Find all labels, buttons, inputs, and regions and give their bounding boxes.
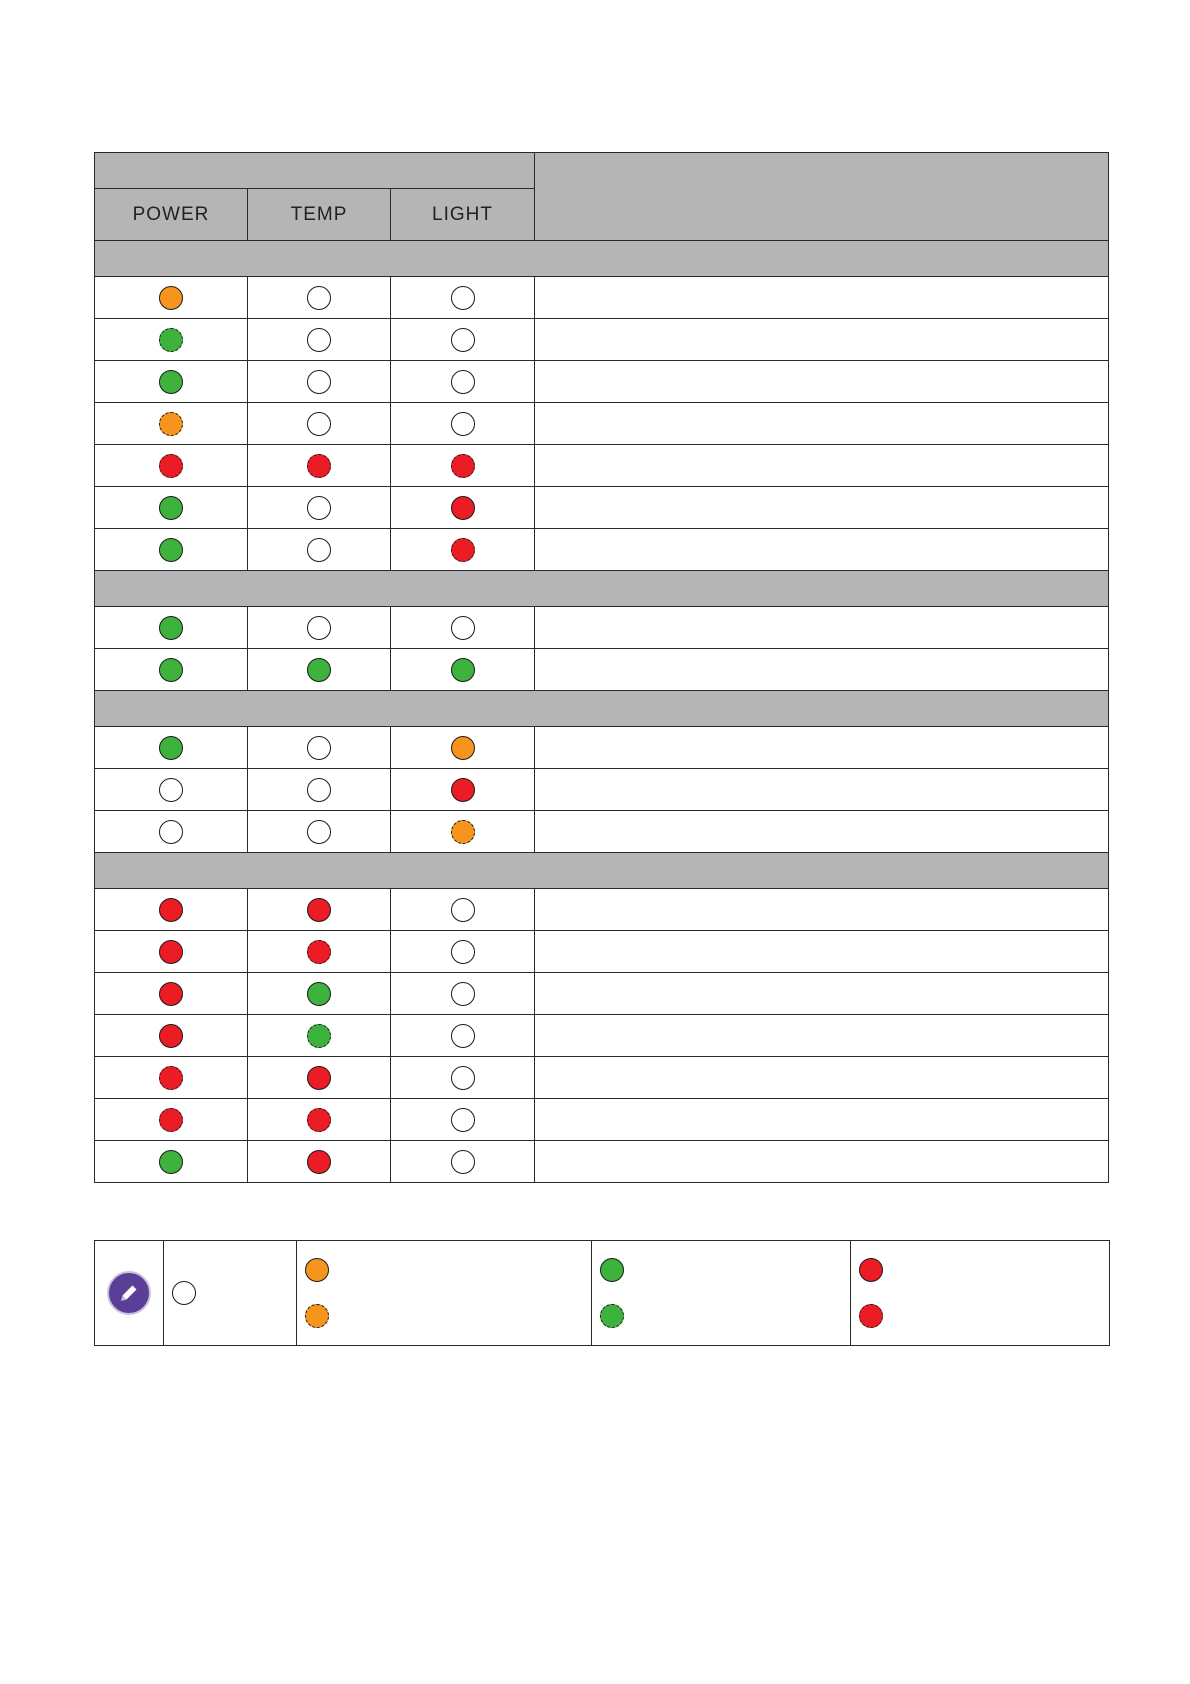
temp-cell [248, 973, 391, 1015]
section-header [95, 853, 1109, 889]
description-cell [535, 487, 1109, 529]
light-led-off [451, 328, 475, 352]
light-led-off [451, 1108, 475, 1132]
temp-cell [248, 649, 391, 691]
table-row [95, 769, 1109, 811]
description-cell [535, 277, 1109, 319]
table-row [95, 889, 1109, 931]
table-row [95, 1015, 1109, 1057]
power-cell [95, 529, 248, 571]
description-cell [535, 931, 1109, 973]
indicator-table [94, 152, 1109, 1183]
light-cell [391, 889, 535, 931]
table-row [95, 931, 1109, 973]
light-led-orange-flash [451, 820, 475, 844]
light-led-off [451, 286, 475, 310]
table-row [95, 361, 1109, 403]
table-row [95, 403, 1109, 445]
power-led-red [159, 940, 183, 964]
temp-led-green [307, 658, 331, 682]
power-cell [95, 1015, 248, 1057]
temp-led-green-flash [307, 1024, 331, 1048]
legend-led-red [859, 1258, 883, 1282]
power-led-red [159, 898, 183, 922]
temp-led-off [307, 820, 331, 844]
light-led-red [451, 496, 475, 520]
power-cell [95, 1057, 248, 1099]
power-led-green [159, 496, 183, 520]
power-led-green [159, 538, 183, 562]
legend-led-off [172, 1281, 196, 1305]
light-cell [391, 769, 535, 811]
light-led-off [451, 412, 475, 436]
table-row [95, 1057, 1109, 1099]
temp-led-off [307, 538, 331, 562]
indicator-group-header [95, 153, 535, 189]
light-cell [391, 403, 535, 445]
temp-led-red [307, 1150, 331, 1174]
power-cell [95, 769, 248, 811]
table-row [95, 529, 1109, 571]
power-led-off [159, 778, 183, 802]
table-row [95, 277, 1109, 319]
light-led-off [451, 898, 475, 922]
description-cell [535, 1141, 1109, 1183]
light-cell [391, 445, 535, 487]
description-cell [535, 361, 1109, 403]
light-led-off [451, 370, 475, 394]
table-row [95, 973, 1109, 1015]
light-cell [391, 931, 535, 973]
section-header-row [95, 571, 1109, 607]
temp-led-red [307, 898, 331, 922]
light-led-green [451, 658, 475, 682]
table-row [95, 319, 1109, 361]
light-cell [391, 649, 535, 691]
light-cell [391, 811, 535, 853]
power-cell [95, 277, 248, 319]
power-led-green [159, 736, 183, 760]
legend-led-red-flash [859, 1304, 883, 1328]
description-cell [535, 1015, 1109, 1057]
power-led-green [159, 370, 183, 394]
power-led-green-flash [159, 328, 183, 352]
power-led-green [159, 1150, 183, 1174]
light-led-red-flash [451, 538, 475, 562]
description-cell [535, 319, 1109, 361]
temp-led-off [307, 370, 331, 394]
table-row [95, 1099, 1109, 1141]
light-cell [391, 1141, 535, 1183]
power-cell [95, 403, 248, 445]
temp-led-off [307, 736, 331, 760]
temp-cell [248, 529, 391, 571]
temp-led-green [307, 982, 331, 1006]
section-header [95, 691, 1109, 727]
power-cell [95, 973, 248, 1015]
power-cell [95, 889, 248, 931]
power-led-orange-flash [159, 412, 183, 436]
light-cell [391, 1015, 535, 1057]
power-led-red-flash [159, 1108, 183, 1132]
light-cell [391, 487, 535, 529]
description-cell [535, 445, 1109, 487]
description-cell [535, 811, 1109, 853]
light-led-red-flash [451, 454, 475, 478]
temp-cell [248, 445, 391, 487]
table-body [95, 241, 1109, 1183]
temp-led-red [307, 1066, 331, 1090]
legend-green [592, 1241, 851, 1346]
temp-led-off [307, 616, 331, 640]
power-led-red-flash [159, 454, 183, 478]
light-cell [391, 1099, 535, 1141]
description-cell [535, 529, 1109, 571]
legend-off [164, 1241, 297, 1346]
table-row [95, 1141, 1109, 1183]
power-cell [95, 811, 248, 853]
light-led-off [451, 616, 475, 640]
temp-cell [248, 487, 391, 529]
temp-led-red-flash [307, 1108, 331, 1132]
temp-led-off [307, 778, 331, 802]
power-led-red-flash [159, 1066, 183, 1090]
note-icon-cell [95, 1241, 164, 1346]
temp-cell [248, 1057, 391, 1099]
description-cell [535, 973, 1109, 1015]
legend-red [851, 1241, 1110, 1346]
legend-led-green [600, 1258, 624, 1282]
temp-led-off [307, 328, 331, 352]
section-header [95, 241, 1109, 277]
temp-cell [248, 889, 391, 931]
table-row [95, 445, 1109, 487]
light-cell [391, 319, 535, 361]
section-header-row [95, 691, 1109, 727]
light-led-orange [451, 736, 475, 760]
description-cell [535, 769, 1109, 811]
column-header-light: LIGHT [391, 189, 535, 241]
temp-cell [248, 361, 391, 403]
description-cell [535, 403, 1109, 445]
legend-led-green-flash [600, 1304, 624, 1328]
power-cell [95, 361, 248, 403]
temp-cell [248, 1015, 391, 1057]
light-cell [391, 361, 535, 403]
table-row [95, 727, 1109, 769]
legend-orange [297, 1241, 592, 1346]
power-cell [95, 319, 248, 361]
light-led-off [451, 1150, 475, 1174]
power-cell [95, 607, 248, 649]
power-led-red [159, 982, 183, 1006]
power-led-off [159, 820, 183, 844]
power-led-green [159, 616, 183, 640]
section-header-row [95, 853, 1109, 889]
power-led-green [159, 658, 183, 682]
light-led-off [451, 1066, 475, 1090]
description-cell [535, 889, 1109, 931]
light-led-off [451, 982, 475, 1006]
power-cell [95, 445, 248, 487]
description-cell [535, 1057, 1109, 1099]
legend-led-orange [305, 1258, 329, 1282]
light-led-off [451, 1024, 475, 1048]
temp-cell [248, 277, 391, 319]
temp-led-red-flash [307, 454, 331, 478]
table-row [95, 811, 1109, 853]
description-header [535, 153, 1109, 241]
temp-led-red-flash [307, 940, 331, 964]
power-led-red [159, 1024, 183, 1048]
description-cell [535, 1099, 1109, 1141]
temp-led-off [307, 286, 331, 310]
column-header-power: POWER [95, 189, 248, 241]
power-cell [95, 487, 248, 529]
light-cell [391, 529, 535, 571]
pencil-note-icon [107, 1271, 151, 1315]
temp-cell [248, 811, 391, 853]
light-cell [391, 727, 535, 769]
table-row [95, 607, 1109, 649]
temp-cell [248, 769, 391, 811]
light-cell [391, 1057, 535, 1099]
light-led-red [451, 778, 475, 802]
power-cell [95, 1099, 248, 1141]
description-cell [535, 727, 1109, 769]
table-row [95, 487, 1109, 529]
description-cell [535, 607, 1109, 649]
temp-cell [248, 607, 391, 649]
temp-cell [248, 931, 391, 973]
power-cell [95, 1141, 248, 1183]
section-header [95, 571, 1109, 607]
legend-led-orange-flash [305, 1304, 329, 1328]
legend-table [94, 1240, 1110, 1346]
section-header-row [95, 241, 1109, 277]
temp-cell [248, 1099, 391, 1141]
description-cell [535, 649, 1109, 691]
temp-cell [248, 403, 391, 445]
table-row [95, 649, 1109, 691]
temp-cell [248, 319, 391, 361]
temp-led-off [307, 496, 331, 520]
power-cell [95, 727, 248, 769]
temp-cell [248, 727, 391, 769]
temp-led-off [307, 412, 331, 436]
light-cell [391, 607, 535, 649]
power-led-orange [159, 286, 183, 310]
temp-cell [248, 1141, 391, 1183]
light-cell [391, 277, 535, 319]
power-cell [95, 649, 248, 691]
column-header-temp: TEMP [248, 189, 391, 241]
light-led-off [451, 940, 475, 964]
power-cell [95, 931, 248, 973]
light-cell [391, 973, 535, 1015]
